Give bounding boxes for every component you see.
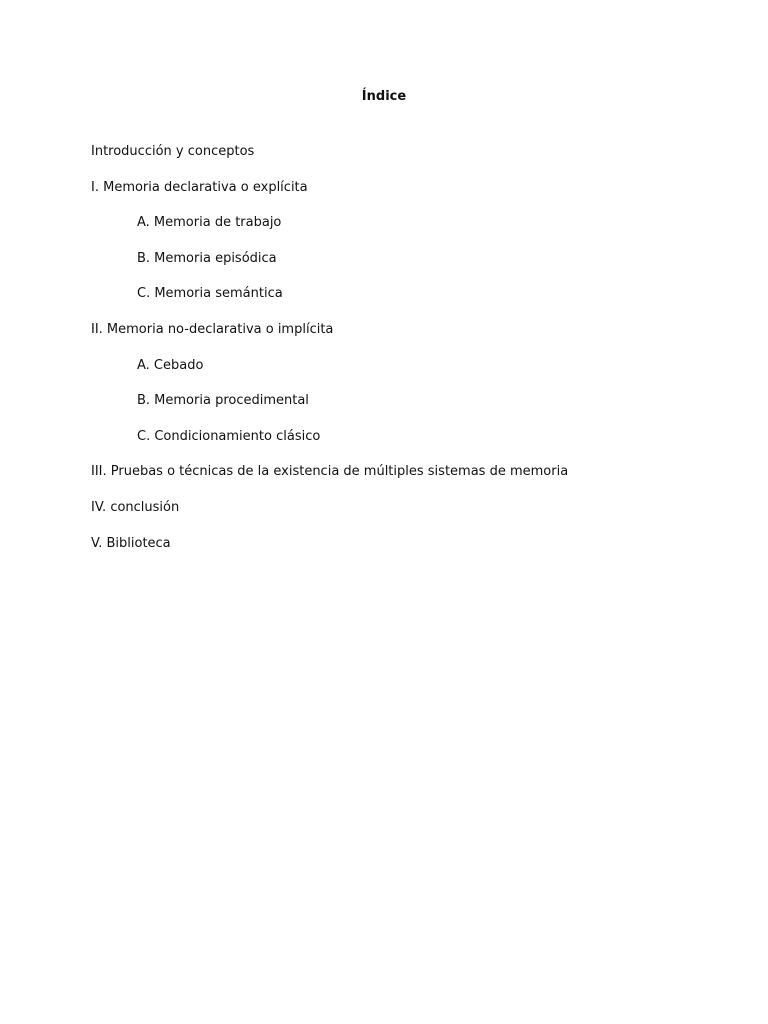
toc-subentry: A. Memoria de trabajo (137, 215, 282, 231)
page-title: Índice (361, 89, 407, 104)
toc-subentry: B. Memoria episódica (137, 250, 277, 266)
toc-entry: Introducción y conceptos (91, 144, 255, 159)
toc-entry: III. Pruebas o técnicas de la existencia de múltiples sistemas de memoria (91, 464, 569, 480)
toc-entry: V. Biblioteca (91, 535, 171, 551)
toc-entry: IV. conclusión (91, 499, 180, 515)
toc-subentry: A. Cebado (137, 357, 204, 373)
toc-entry: II. Memoria no-declarativa o implícita (91, 321, 334, 337)
toc-subentry: C. Condicionamiento clásico (137, 428, 321, 444)
toc-subentry: C. Memoria semántica (137, 286, 283, 302)
toc-entry: I. Memoria declarativa o explícita (91, 179, 308, 195)
toc-subentry: B. Memoria procedimental (137, 393, 309, 409)
table-of-contents (91, 143, 568, 570)
